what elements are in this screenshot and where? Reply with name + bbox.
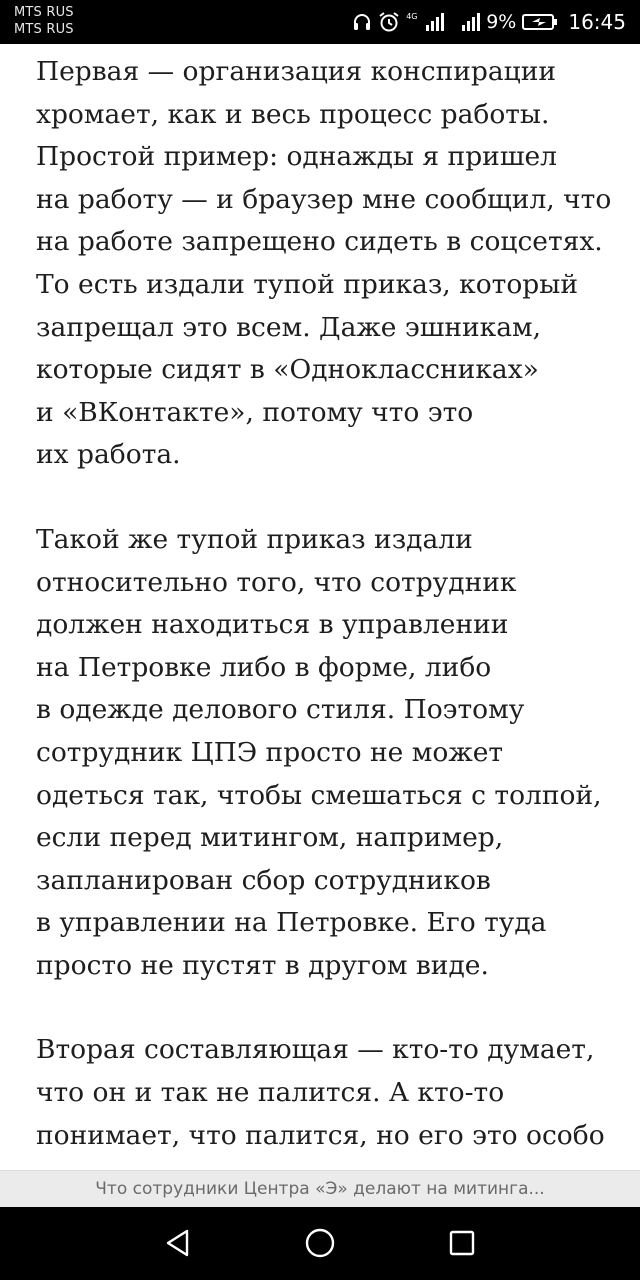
clock: 16:45 — [568, 10, 626, 34]
article-paragraph-2 — [36, 519, 626, 988]
carrier-2-label: MTS RUS — [14, 22, 74, 37]
battery-charging-icon — [522, 13, 558, 31]
signal-icon — [462, 13, 480, 31]
signal-icon — [426, 13, 444, 31]
text-line: Простой пример: однажды я пришел — [36, 141, 557, 173]
text-line: запрещал это всем. Даже эшникам, — [36, 311, 542, 343]
alarm-icon — [378, 11, 400, 33]
back-icon — [163, 1228, 193, 1258]
text-line: Такой же тупой приказ издали — [36, 523, 473, 555]
text-line: понимает, что палится, но его это особо — [36, 1119, 605, 1151]
status-icons — [352, 0, 626, 44]
network-type-text: 4G — [406, 12, 418, 21]
text-line: должен находиться в управлении — [36, 609, 509, 641]
text-line: запланирован сбор сотрудников — [36, 864, 491, 896]
article-body — [36, 51, 626, 1242]
text-line: одеться так, чтобы смешаться с толпой, — [36, 779, 602, 811]
page-title: Что сотрудники Центра «Э» делают на митинга... — [95, 1179, 545, 1199]
text-line: относительно того, что сотрудник — [36, 566, 517, 598]
headphones-icon — [352, 12, 372, 32]
network-type-label — [406, 12, 420, 32]
home-icon — [304, 1227, 336, 1259]
battery-percent: 9% — [486, 11, 517, 33]
text-line: в одежде делового стиля. Поэтому — [36, 694, 525, 726]
carrier-labels — [14, 4, 74, 38]
text-line: просто не пустят в другом виде. — [36, 949, 489, 981]
text-line: на работу — и браузер мне сообщил, что — [36, 183, 612, 215]
status-bar — [0, 0, 640, 44]
text-line: сотрудник ЦПЭ просто не может — [36, 736, 504, 768]
text-line: если перед митингом, например, — [36, 822, 504, 854]
text-line: хромает, как и весь процесс работы. — [36, 98, 550, 130]
home-button[interactable] — [298, 1221, 342, 1265]
page-title-bar[interactable] — [0, 1170, 640, 1207]
text-line: и «ВКонтакте», потому что это — [36, 396, 474, 428]
text-line: которые сидят в «Одноклассниках» — [36, 354, 539, 386]
text-line: на Петровке либо в форме, либо — [36, 651, 492, 683]
text-line: в управлении на Петровке. Его туда — [36, 907, 547, 939]
text-line: что он и так не палится. А кто-то — [36, 1077, 505, 1109]
article-paragraph-1 — [36, 51, 626, 477]
recent-apps-button[interactable] — [440, 1221, 484, 1265]
text-line: на работе запрещено сидеть в соцсетях. — [36, 226, 603, 258]
text-line: их работа. — [36, 439, 181, 471]
back-button[interactable] — [156, 1221, 200, 1265]
text-line: То есть издали тупой приказ, который — [36, 268, 578, 300]
navigation-bar — [0, 1207, 640, 1280]
recent-apps-icon — [448, 1229, 476, 1257]
carrier-1-label: MTS RUS — [14, 5, 74, 20]
text-line: Первая — организация конспирации — [36, 56, 557, 87]
text-line: Вторая составляющая — кто-то думает, — [36, 1034, 595, 1066]
